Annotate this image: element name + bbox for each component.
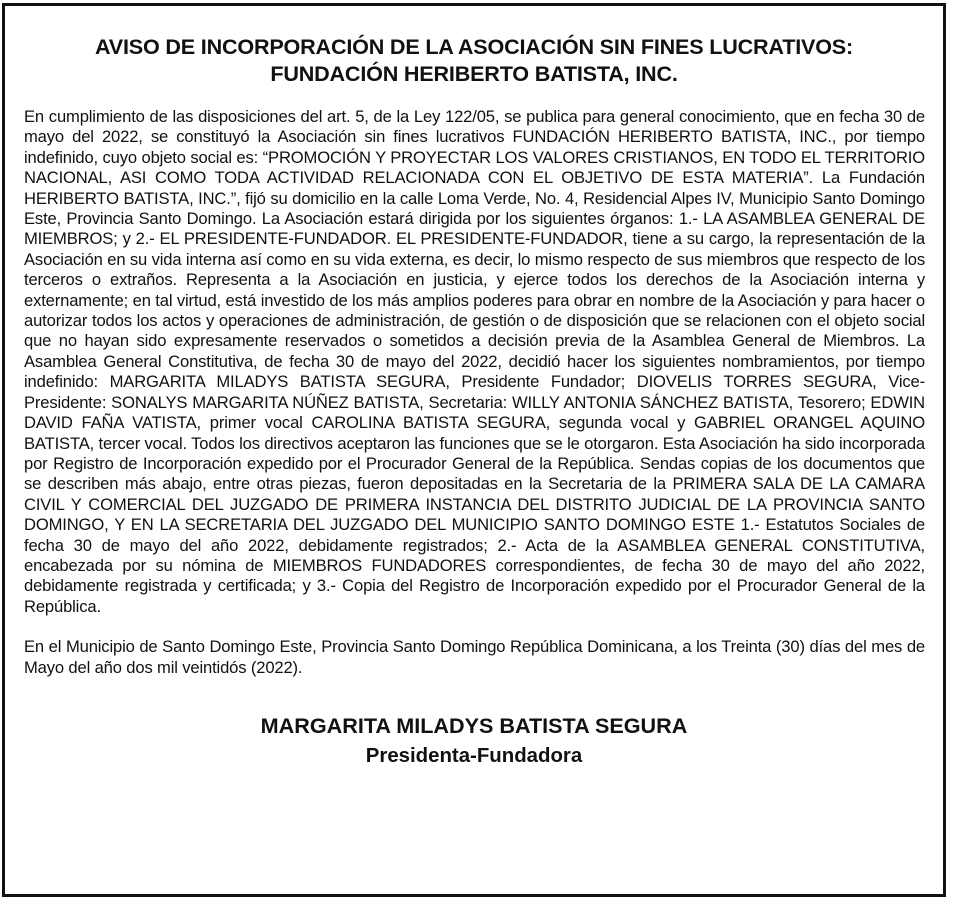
notice-title-line-1: AVISO DE INCORPORACIÓN DE LA ASOCIACIÓN SIN FINES LUCRATIVOS: [94, 34, 853, 59]
notice-body [24, 107, 925, 678]
signature-name: MARGARITA MILADYS BATISTA SEGURA [260, 712, 688, 738]
notice-title-line-2: FUNDACIÓN HERIBERTO BATISTA, INC. [270, 61, 678, 86]
signature-block [5, 711, 943, 771]
notice-title [5, 33, 943, 87]
notice-paragraph-main: En cumplimiento de las disposiciones del art. 5, de la Ley 122/05, se publica para general conocimiento, que en fecha 30 de mayo del 2022, se constituyó la Asociación sin fines lucrativos FUNDACIÓN HERIBERTO BATISTA, INC., por tiempo indefinido, cuyo objeto social es: “PROMOCIÓN Y PROYECTAR LOS VALORES CRISTIANOS, EN TODO EL TERRITORIO NACIONAL, ASI COMO TODA ACTIVIDAD RELACIONADA CON EL OBJETIVO DE ESTA MATERIA”. La Fundación HERIBERTO BATISTA, INC.”, fijó su domicilio en la calle Loma Verde, No. 4, Residencial Alpes IV, Municipio Santo Domingo Este, Provincia Santo Domingo. La Asociación estará dirigida por los siguientes órganos: 1.- LA ASAMBLEA GENERAL DE MIEMBROS; y 2.- EL PRESIDENTE-FUNDADOR. EL PRESIDENTE-FUNDADOR, tiene a su cargo, la representación de la Asociación en su vida interna así como en su vida externa, es decir, lo mismo respecto de sus miembros que respecto de los terceros o extraños. Representa a la Asociación en justicia, y ejerce todos los derechos de la Asociación interna y externamente; en tal virtud, está investido de los más amplios poderes para obrar en nombre de la Asociación y para hacer o autorizar todos los actos y operaciones de administración, de gestión o de disposición que se relacionen con el objeto social que no hayan sido expresamente reservados o sometidos a decisión previa de la Asamblea General de Miembros. La Asamblea General Constitutiva, de fecha 30 de mayo del 2022, decidió hacer los siguientes nombramientos, por tiempo indefinido: MARGARITA MILADYS BATISTA SEGURA, Presidente Fundador; DIOVELIS TORRES SEGURA, Vice-Presidente: SONALYS MARGARITA NÚÑEZ BATISTA, Secretaria: WILLY ANTONIA SÁNCHEZ BATISTA, Tesorero; EDWIN DAVID FAÑA VATISTA, primer vocal CAROLINA BATISTA SEGURA, segunda vocal y GABRIEL ORANGEL AQUINO BATISTA, tercer vocal. Todos los directivos aceptaron las funciones que se le otorgaron. Esta Asociación ha sido incorporada por Registro de Incorporación expedido por el Procurador General de la República. Sendas copias de los documentos que se describen más abajo, entre otras piezas, fueron depositadas en la Secretaria de la PRIMERA SALA DE LA CAMARA CIVIL Y COMERCIAL DEL JUZGADO DE PRIMERA INSTANCIA DEL DISTRITO JUDICIAL DE LA PROVINCIA SANTO DOMINGO, Y EN LA SECRETARIA DEL JUZGADO DEL MUNICIPIO SANTO DOMINGO ESTE 1.- Estatutos Sociales de fecha 30 de mayo del año 2022, debidamente registrados; 2.- Acta de la ASAMBLEA GENERAL CONSTITUTIVA, encabezada por su nómina de MIEMBROS FUNDADORES correspondientes, de fecha 30 de mayo del año 2022, debidamente registrada y certificada; y 3.- Copia del Registro de Incorporación expedido por el Procurador General de la República. [24, 107, 926, 616]
notice-paragraph-closing: En el Municipio de Santo Domingo Este, Provincia Santo Domingo República Dominicana, a los Treinta (30) días del mes de Mayo del año dos mil veintidós (2022). [24, 637, 925, 677]
legal-notice [2, 3, 946, 897]
signature-role: Presidenta-Fundadora [365, 744, 583, 767]
